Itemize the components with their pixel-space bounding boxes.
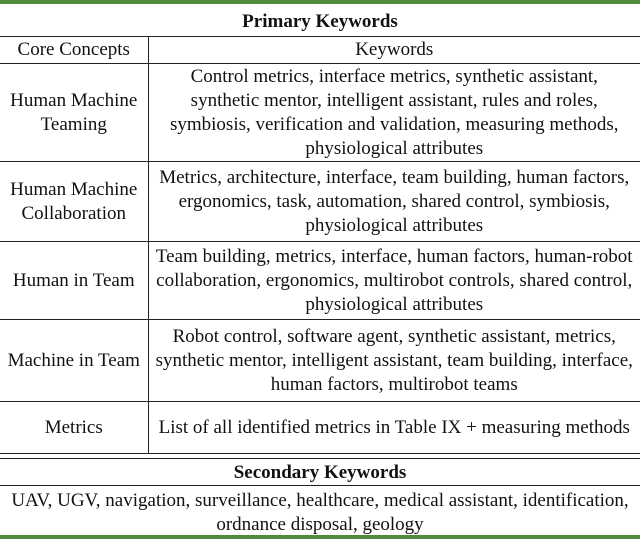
keywords-cell: Team building, metrics, interface, human factors, human-robot collaboration, ergonomics, multirobot controls, shared control, physiological attributes [148,242,640,320]
secondary-keywords-text: UAV, UGV, navigation, surveillance, healthcare, medical assistant, identification, ordnance disposal, geology [11,490,629,535]
keywords-cell: Control metrics, interface metrics, synthetic assistant, synthetic mentor, intelligent assistant, rules and roles, symbiosis, verification and validation, measuring methods, physiological attributes [148,64,640,162]
core-concept-cell: Human Machine Teaming [0,64,148,162]
primary-keywords-heading: Primary Keywords [242,11,398,32]
core-concept-cell: Human in Team [0,242,148,320]
column-header-core-concepts: Core Concepts [0,37,148,64]
core-concept-cell: Metrics [0,402,148,454]
keywords-cell: Robot control, software agent, synthetic assistant, metrics, synthetic mentor, intelligent assistant, team building, interface, human factors, multirobot teams [148,320,640,402]
table-row [0,64,640,162]
core-concept-cell: Machine in Team [0,320,148,402]
table-row [0,320,640,402]
secondary-keywords-heading: Secondary Keywords [0,458,640,486]
table-row [0,402,640,454]
table-header-row [0,37,640,64]
keywords-cell: Metrics, architecture, interface, team building, human factors, ergonomics, task, automation, shared control, symbiosis, physiological attributes [148,162,640,242]
primary-keywords-table [0,36,640,454]
table-row [0,242,640,320]
column-header-keywords: Keywords [148,37,640,64]
keywords-cell: List of all identified metrics in Table IX + measuring methods [148,402,640,454]
table-row [0,162,640,242]
core-concept-cell: Human Machine Collaboration [0,162,148,242]
